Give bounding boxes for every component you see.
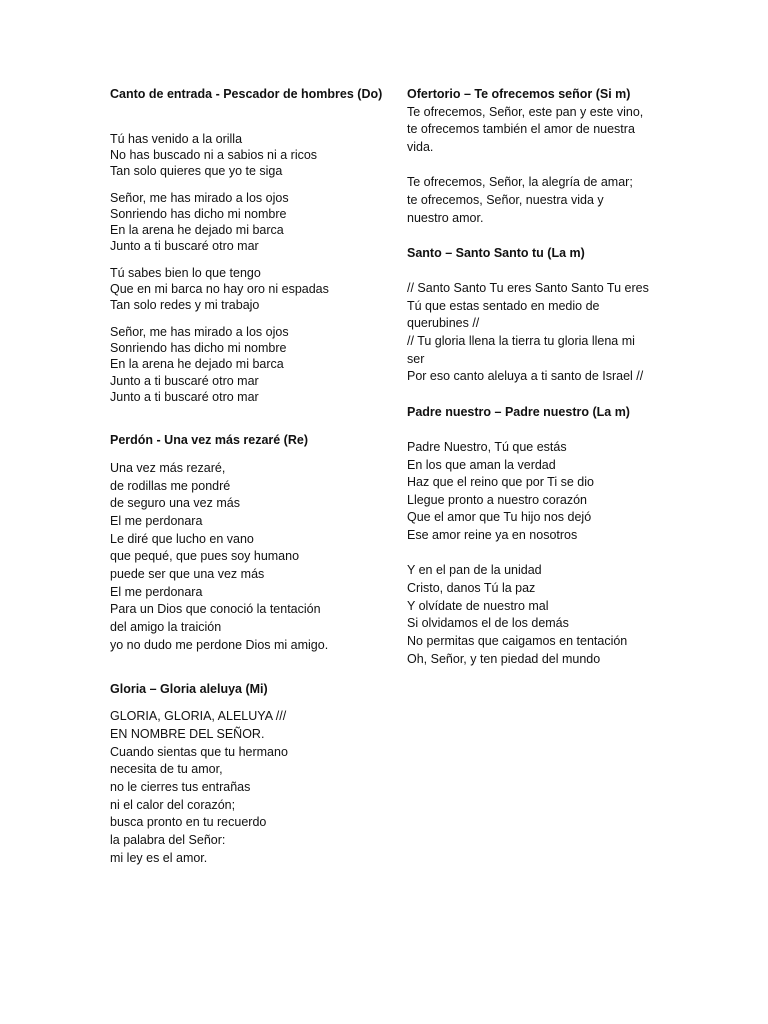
lyric-line: Oh, Señor, y ten piedad del mundo bbox=[407, 652, 601, 666]
lyric-line: Tú sabes bien lo que tengo bbox=[110, 266, 261, 280]
lyric-line: ser bbox=[407, 352, 425, 366]
song-title-canto-de-entrada: Canto de entrada - Pescador de hombres (Do) bbox=[110, 87, 383, 101]
lyric-line: de rodillas me pondré bbox=[110, 479, 231, 493]
lyric-line: nuestro amor. bbox=[407, 211, 484, 225]
lyric-line: vida. bbox=[407, 140, 434, 154]
lyric-line: Tú has venido a la orilla bbox=[110, 132, 243, 146]
lyric-line: Te ofrecemos, Señor, este pan y este vino, bbox=[407, 105, 644, 119]
song-title-santo: Santo – Santo Santo tu (La m) bbox=[407, 246, 585, 260]
lyric-line: te ofrecemos, Señor, nuestra vida y bbox=[407, 193, 604, 207]
lyric-line: del amigo la traición bbox=[110, 620, 222, 634]
lyric-line: mi ley es el amor. bbox=[110, 851, 208, 865]
lyric-line: Junto a ti buscaré otro mar bbox=[110, 239, 259, 253]
lyric-line: EN NOMBRE DEL SEÑOR. bbox=[110, 727, 265, 741]
lyric-line: ni el calor del corazón; bbox=[110, 798, 236, 812]
song-title-padre-nuestro: Padre nuestro – Padre nuestro (La m) bbox=[407, 405, 630, 419]
lyric-line: Cuando sientas que tu hermano bbox=[110, 745, 288, 759]
lyric-line: Padre Nuestro, Tú que estás bbox=[407, 440, 567, 454]
lyric-line: GLORIA, GLORIA, ALELUYA /// bbox=[110, 709, 287, 723]
lyric-line: busca pronto en tu recuerdo bbox=[110, 815, 267, 829]
lyric-line: Llegue pronto a nuestro corazón bbox=[407, 493, 587, 507]
lyric-line: Por eso canto aleluya a ti santo de Israel // bbox=[407, 369, 644, 383]
lyric-line: no le cierres tus entrañas bbox=[110, 780, 251, 794]
lyric-line: Le diré que lucho en vano bbox=[110, 532, 254, 546]
lyric-line: Sonriendo has dicho mi nombre bbox=[110, 341, 287, 355]
lyric-line: querubines // bbox=[407, 316, 480, 330]
lyric-line: te ofrecemos también el amor de nuestra bbox=[407, 122, 635, 136]
lyric-line: Tú que estas sentado en medio de bbox=[407, 299, 600, 313]
lyric-line: Señor, me has mirado a los ojos bbox=[110, 325, 289, 339]
song-title-ofertorio: Ofertorio – Te ofrecemos señor (Si m) bbox=[407, 87, 631, 101]
lyric-line: En la arena he dejado mi barca bbox=[110, 357, 284, 371]
lyric-line: Si olvidamos el de los demás bbox=[407, 616, 569, 630]
lyric-line: puede ser que una vez más bbox=[110, 567, 265, 581]
lyric-line: // Tu gloria llena la tierra tu gloria llena mi bbox=[407, 334, 635, 348]
lyric-line: Una vez más rezaré, bbox=[110, 461, 226, 475]
lyric-line: El me perdonara bbox=[110, 514, 203, 528]
lyric-line: Tan solo quieres que yo te siga bbox=[110, 164, 283, 178]
lyric-line: la palabra del Señor: bbox=[110, 833, 226, 847]
lyric-line: Que en mi barca no hay oro ni espadas bbox=[110, 282, 329, 296]
lyric-line: de seguro una vez más bbox=[110, 496, 240, 510]
lyric-line: Ese amor reine ya en nosotros bbox=[407, 528, 578, 542]
lyric-line: Y en el pan de la unidad bbox=[407, 563, 542, 577]
lyric-line: necesita de tu amor, bbox=[110, 762, 223, 776]
lyric-line: En los que aman la verdad bbox=[407, 458, 556, 472]
lyric-line: Haz que el reino que por Ti se dio bbox=[407, 475, 594, 489]
lyric-line: En la arena he dejado mi barca bbox=[110, 223, 284, 237]
lyric-line: Tan solo redes y mi trabajo bbox=[110, 298, 260, 312]
lyric-line: Que el amor que Tu hijo nos dejó bbox=[407, 510, 592, 524]
lyric-line: Y olvídate de nuestro mal bbox=[407, 599, 549, 613]
lyric-line: Sonriendo has dicho mi nombre bbox=[110, 207, 287, 221]
lyric-line: Junto a ti buscaré otro mar bbox=[110, 390, 259, 404]
lyric-line: No has buscado ni a sabios ni a ricos bbox=[110, 148, 318, 162]
song-title-perdon: Perdón - Una vez más rezaré (Re) bbox=[110, 433, 308, 447]
lyric-line: No permitas que caigamos en tentación bbox=[407, 634, 628, 648]
lyric-line: Junto a ti buscaré otro mar bbox=[110, 374, 259, 388]
lyric-line: Para un Dios que conoció la tentación bbox=[110, 602, 321, 616]
lyric-line: Cristo, danos Tú la paz bbox=[407, 581, 536, 595]
lyric-line: El me perdonara bbox=[110, 585, 203, 599]
lyric-line: yo no dudo me perdone Dios mi amigo. bbox=[110, 638, 329, 652]
lyric-line: Te ofrecemos, Señor, la alegría de amar; bbox=[407, 175, 633, 189]
lyric-line: Señor, me has mirado a los ojos bbox=[110, 191, 289, 205]
song-title-gloria: Gloria – Gloria aleluya (Mi) bbox=[110, 682, 268, 696]
lyric-line: // Santo Santo Tu eres Santo Santo Tu eres bbox=[407, 281, 649, 295]
lyric-line: que pequé, que pues soy humano bbox=[110, 549, 300, 563]
